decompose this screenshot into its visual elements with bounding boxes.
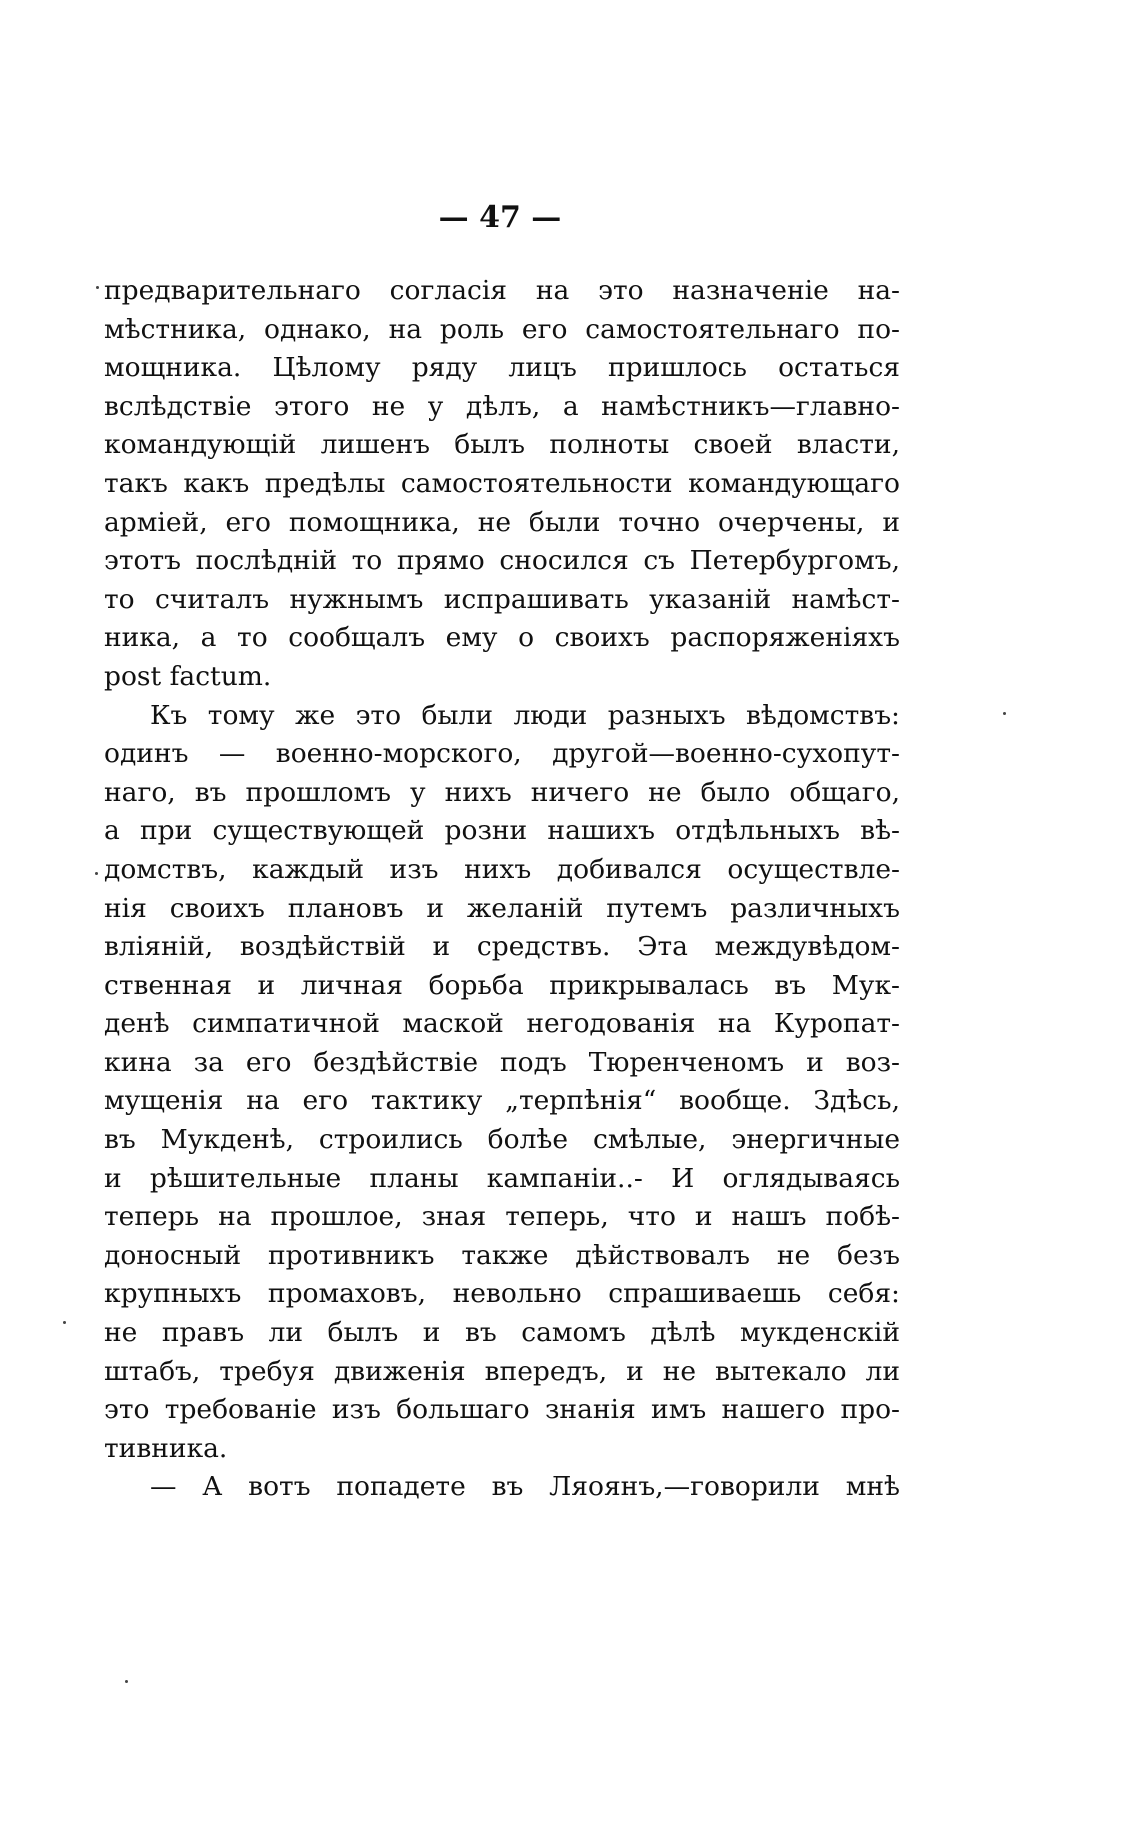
text-line: въ Мукденѣ, строились болѣе смѣлые, энергичные <box>104 1124 900 1156</box>
text-line: наго, въ прошломъ у нихъ ничего не было общаго, <box>104 776 900 808</box>
page-number: — 47 — <box>438 200 562 235</box>
text-line: домствъ, каждый изъ нихъ добивался осуществле- <box>104 853 900 885</box>
text-line: это требованіе изъ большаго знанія имъ нашего про- <box>104 1394 900 1426</box>
text-line: ника, а то сообщалъ ему о своихъ распоряженіяхъ <box>104 622 900 654</box>
text-line: мѣстника, однако, на роль его самостоятельнаго по- <box>104 313 900 345</box>
text-line: денѣ симпатичной маской негодованія на Куропат- <box>104 1008 900 1040</box>
text-line: теперь на прошлое, зная теперь, что и нашъ побѣ- <box>104 1201 900 1233</box>
scan-speck <box>125 1680 128 1683</box>
text-line: мощника. Цѣлому ряду лицъ пришлось остаться <box>104 352 900 384</box>
text-line: мущенія на его тактику „терпѣнія“ вообще. Здѣсь, <box>104 1085 900 1117</box>
text-line: вліяній, воздѣйствій и средствъ. Эта междувѣдом- <box>104 931 900 963</box>
text-line: одинъ — военно-морского, другой—военно-сухопут- <box>104 738 900 770</box>
text-line: нія своихъ плановъ и желаній путемъ различныхъ <box>104 892 900 924</box>
text-line: то считалъ нужнымъ испрашивать указаній намѣст- <box>104 583 900 615</box>
text-line: доносный противникъ также дѣйствовалъ не безъ <box>104 1239 900 1271</box>
paragraph-start-line: Къ тому же это были люди разныхъ вѣдомствъ: <box>150 699 900 731</box>
text-line: этотъ послѣдній то прямо сносился съ Петербургомъ, <box>104 545 900 577</box>
scan-speck <box>63 1321 66 1324</box>
text-line: арміей, его помощника, не были точно очерчены, и <box>104 506 900 538</box>
text-line: такъ какъ предѣлы самостоятельности командующаго <box>104 467 900 499</box>
scan-speck <box>96 286 99 289</box>
text-line: предварительнаго согласія на это назначеніе на- <box>104 275 900 306</box>
text-line: кина за его бездѣйствіе подъ Тюренченомъ и воз- <box>104 1046 900 1078</box>
text-line: post factum. <box>104 660 272 692</box>
scan-speck <box>95 872 98 875</box>
text-line: а при существующей розни нашихъ отдѣльныхъ вѣ- <box>104 815 900 847</box>
text-line: командующій лишенъ былъ полноты своей власти, <box>104 429 900 461</box>
text-line: штабъ, требуя движенія впередъ, и не вытекало ли <box>104 1355 900 1387</box>
text-line: крупныхъ промаховъ, невольно спрашиваешь себя: <box>104 1278 900 1310</box>
text-line: вслѣдствіе этого не у дѣлъ, а намѣстникъ—главно- <box>104 390 900 422</box>
text-line: ственная и личная борьба прикрывалась въ Мук- <box>104 969 900 1001</box>
text-line: тивника. <box>104 1432 228 1464</box>
paragraph-start-line: — А вотъ попадете въ Ляоянъ,—говорили мнѣ <box>150 1471 900 1503</box>
text-line: не правъ ли былъ и въ самомъ дѣлѣ мукденскій <box>104 1317 900 1349</box>
text-line: и рѣшительные планы кампаніи..- И оглядываясь <box>104 1162 900 1194</box>
body-text <box>104 272 900 1507</box>
scan-speck <box>1003 712 1006 715</box>
